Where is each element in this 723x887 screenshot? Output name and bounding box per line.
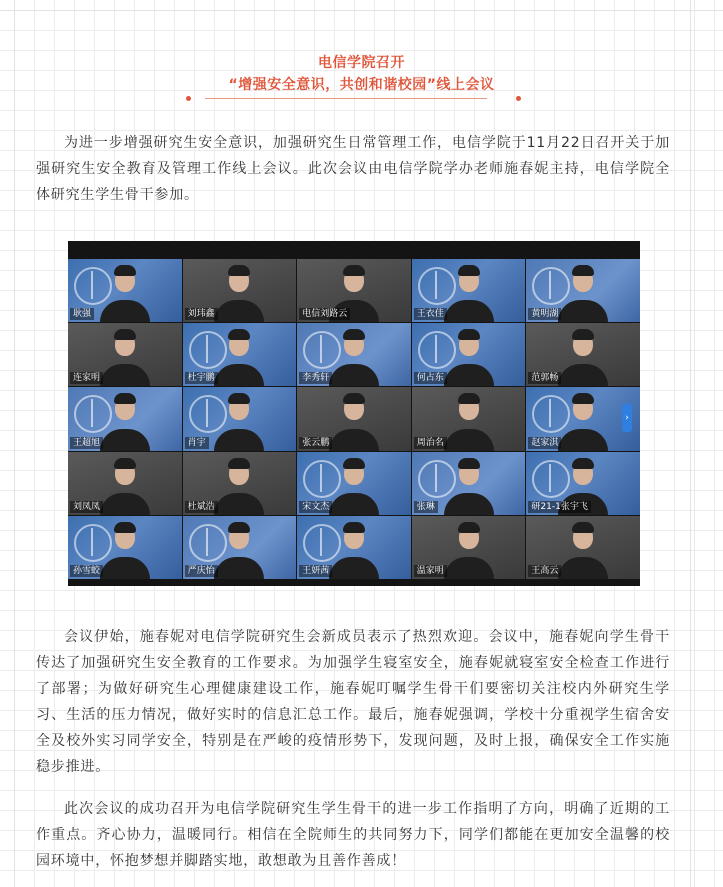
participant-name: 黄明湖	[528, 308, 561, 320]
participant-tile	[526, 516, 640, 579]
participant-hair	[228, 329, 250, 340]
school-emblem-icon	[418, 331, 456, 369]
school-emblem-icon	[303, 460, 341, 498]
participant-body	[329, 429, 379, 451]
title-left-dot	[186, 96, 191, 101]
participant-tile	[297, 259, 411, 322]
participant-body	[100, 493, 150, 515]
participant-grid	[68, 259, 640, 579]
participant-hair	[343, 393, 365, 404]
participant-body	[214, 429, 264, 451]
school-emblem-icon	[189, 395, 227, 433]
next-page-arrow-icon: ›	[622, 404, 632, 432]
participant-body	[558, 557, 608, 579]
participant-hair	[228, 522, 250, 533]
closing-paragraph: 此次会议的成功召开为电信学院研究生学生骨干的进一步工作指明了方向，明确了近期的工作重点。齐心协力，温暖同行。相信在全院师生的共同努力下，同学们都能在更加安全温馨的校园环境中，怀抱梦想并脚踏实地，敢想敢为且善作善成！	[36, 801, 670, 869]
participant-name: 李秀轩	[299, 372, 332, 384]
article-title	[0, 52, 723, 96]
participant-name: 王衣佳	[414, 308, 447, 320]
participant-tile	[68, 452, 182, 515]
body-paragraph: 会议伊始，施春妮对电信学院研究生会新成员表示了热烈欢迎。会议中，施春妮向学生骨干传达了加强研究生安全教育的工作要求。为加强学生寝室安全，施春妮就寝室安全检查工作进行了部署；为做好研究生心理健康建设工作，施春妮叮嘱学生骨干们要密切关注校内外研究生学习、生活的压力情况，做好实时的信息汇总工作。最后，施春妮强调，学校十分重视学生宿舍安全及校外实习同学安全，特别是在严峻的疫情形势下，发现问题，及时上报，确保安全工作实施稳步推进。	[36, 629, 670, 775]
participant-tile	[297, 452, 411, 515]
participant-tile	[412, 259, 526, 322]
participant-tile	[412, 387, 526, 450]
participant-tile	[183, 323, 297, 386]
school-emblem-icon	[189, 524, 227, 562]
school-emblem-icon	[532, 267, 570, 305]
participant-hair	[114, 265, 136, 276]
participant-hair	[458, 458, 480, 469]
participant-hair	[114, 522, 136, 533]
title-underline	[205, 98, 487, 99]
participant-tile	[526, 259, 640, 322]
participant-body	[214, 557, 264, 579]
school-emblem-icon	[189, 331, 227, 369]
participant-name: 王超旭	[70, 437, 103, 449]
meeting-screenshot	[68, 241, 640, 586]
title-right-dot	[516, 96, 521, 101]
participant-tile	[68, 387, 182, 450]
participant-name: 张琳	[414, 501, 438, 513]
participant-name: 刘玮鑫	[185, 308, 218, 320]
participant-name: 耿强	[70, 308, 94, 320]
school-emblem-icon	[74, 395, 112, 433]
participant-hair	[572, 458, 594, 469]
title-line-2: “增强安全意识，共创和谐校园”线上会议	[228, 77, 495, 93]
school-emblem-icon	[418, 460, 456, 498]
participant-body	[329, 557, 379, 579]
participant-hair	[572, 329, 594, 340]
left-border-line	[14, 0, 15, 887]
school-emblem-icon	[303, 331, 341, 369]
participant-hair	[114, 458, 136, 469]
participant-tile	[297, 323, 411, 386]
participant-body	[558, 429, 608, 451]
participant-body	[329, 364, 379, 386]
right-border-line	[690, 0, 691, 887]
participant-tile	[183, 452, 297, 515]
participant-hair	[228, 458, 250, 469]
participant-hair	[343, 265, 365, 276]
participant-hair	[572, 393, 594, 404]
participant-name: 周治名	[414, 437, 447, 449]
participant-hair	[343, 329, 365, 340]
participant-body	[558, 300, 608, 322]
participant-name: 王高云	[528, 565, 561, 577]
participant-body	[444, 364, 494, 386]
participant-name: 肖宇	[185, 437, 209, 449]
participant-tile	[68, 259, 182, 322]
participant-name: 王妍茜	[299, 565, 332, 577]
participant-body	[100, 300, 150, 322]
school-emblem-icon	[303, 524, 341, 562]
participant-tile	[412, 452, 526, 515]
participant-name: 温家明	[414, 565, 447, 577]
participant-hair	[228, 265, 250, 276]
participant-hair	[458, 393, 480, 404]
participant-body	[444, 557, 494, 579]
school-emblem-icon	[532, 460, 570, 498]
title-line-1: 电信学院召开	[318, 55, 405, 71]
school-emblem-icon	[532, 395, 570, 433]
school-emblem-icon	[74, 267, 112, 305]
participant-name: 杜斌浩	[185, 501, 218, 513]
intro-paragraph: 为进一步增强研究生安全意识，加强研究生日常管理工作，电信学院于11月22日召开关于加强研究生安全教育及管理工作线上会议。此次会议由电信学院学办老师施春妮主持，电信学院全体研究生学生骨干参加。	[36, 135, 670, 203]
participant-body	[100, 429, 150, 451]
participant-name: 张云鹏	[299, 437, 332, 449]
participant-name: 孙雪蛟	[70, 565, 103, 577]
participant-hair	[343, 522, 365, 533]
participant-hair	[572, 265, 594, 276]
participant-body	[558, 364, 608, 386]
participant-hair	[572, 522, 594, 533]
participant-hair	[228, 393, 250, 404]
participant-hair	[114, 393, 136, 404]
participant-tile	[183, 516, 297, 579]
participant-name: 连家明	[70, 372, 103, 384]
participant-name: 电信刘路云	[299, 308, 350, 320]
participant-tile	[183, 387, 297, 450]
participant-tile	[297, 387, 411, 450]
participant-body	[214, 300, 264, 322]
participant-hair	[114, 329, 136, 340]
participant-name: 杜宇鹏	[185, 372, 218, 384]
participant-tile	[297, 516, 411, 579]
participant-body	[444, 300, 494, 322]
participant-name: 何占东	[414, 372, 447, 384]
participant-tile	[68, 516, 182, 579]
participant-name: 严庆怡	[185, 565, 218, 577]
participant-tile	[412, 516, 526, 579]
participant-body	[214, 493, 264, 515]
participant-name: 研21-1张宇飞	[528, 501, 590, 513]
participant-name: 范郭畅	[528, 372, 561, 384]
participant-tile	[68, 323, 182, 386]
participant-tile	[526, 323, 640, 386]
participant-body	[100, 364, 150, 386]
participant-body	[100, 557, 150, 579]
participant-hair	[458, 265, 480, 276]
participant-body	[329, 493, 379, 515]
participant-tile	[526, 452, 640, 515]
participant-body	[214, 364, 264, 386]
participant-tile	[183, 259, 297, 322]
participant-body	[444, 493, 494, 515]
participant-hair	[343, 458, 365, 469]
participant-body	[444, 429, 494, 451]
participant-tile	[412, 323, 526, 386]
school-emblem-icon	[418, 267, 456, 305]
participant-name: 宋文杰	[299, 501, 332, 513]
top-border-line	[0, 10, 723, 11]
participant-hair	[458, 329, 480, 340]
participant-name: 刘凤凤	[70, 501, 103, 513]
school-emblem-icon	[74, 524, 112, 562]
participant-hair	[458, 522, 480, 533]
participant-name: 赵家淇	[528, 437, 561, 449]
